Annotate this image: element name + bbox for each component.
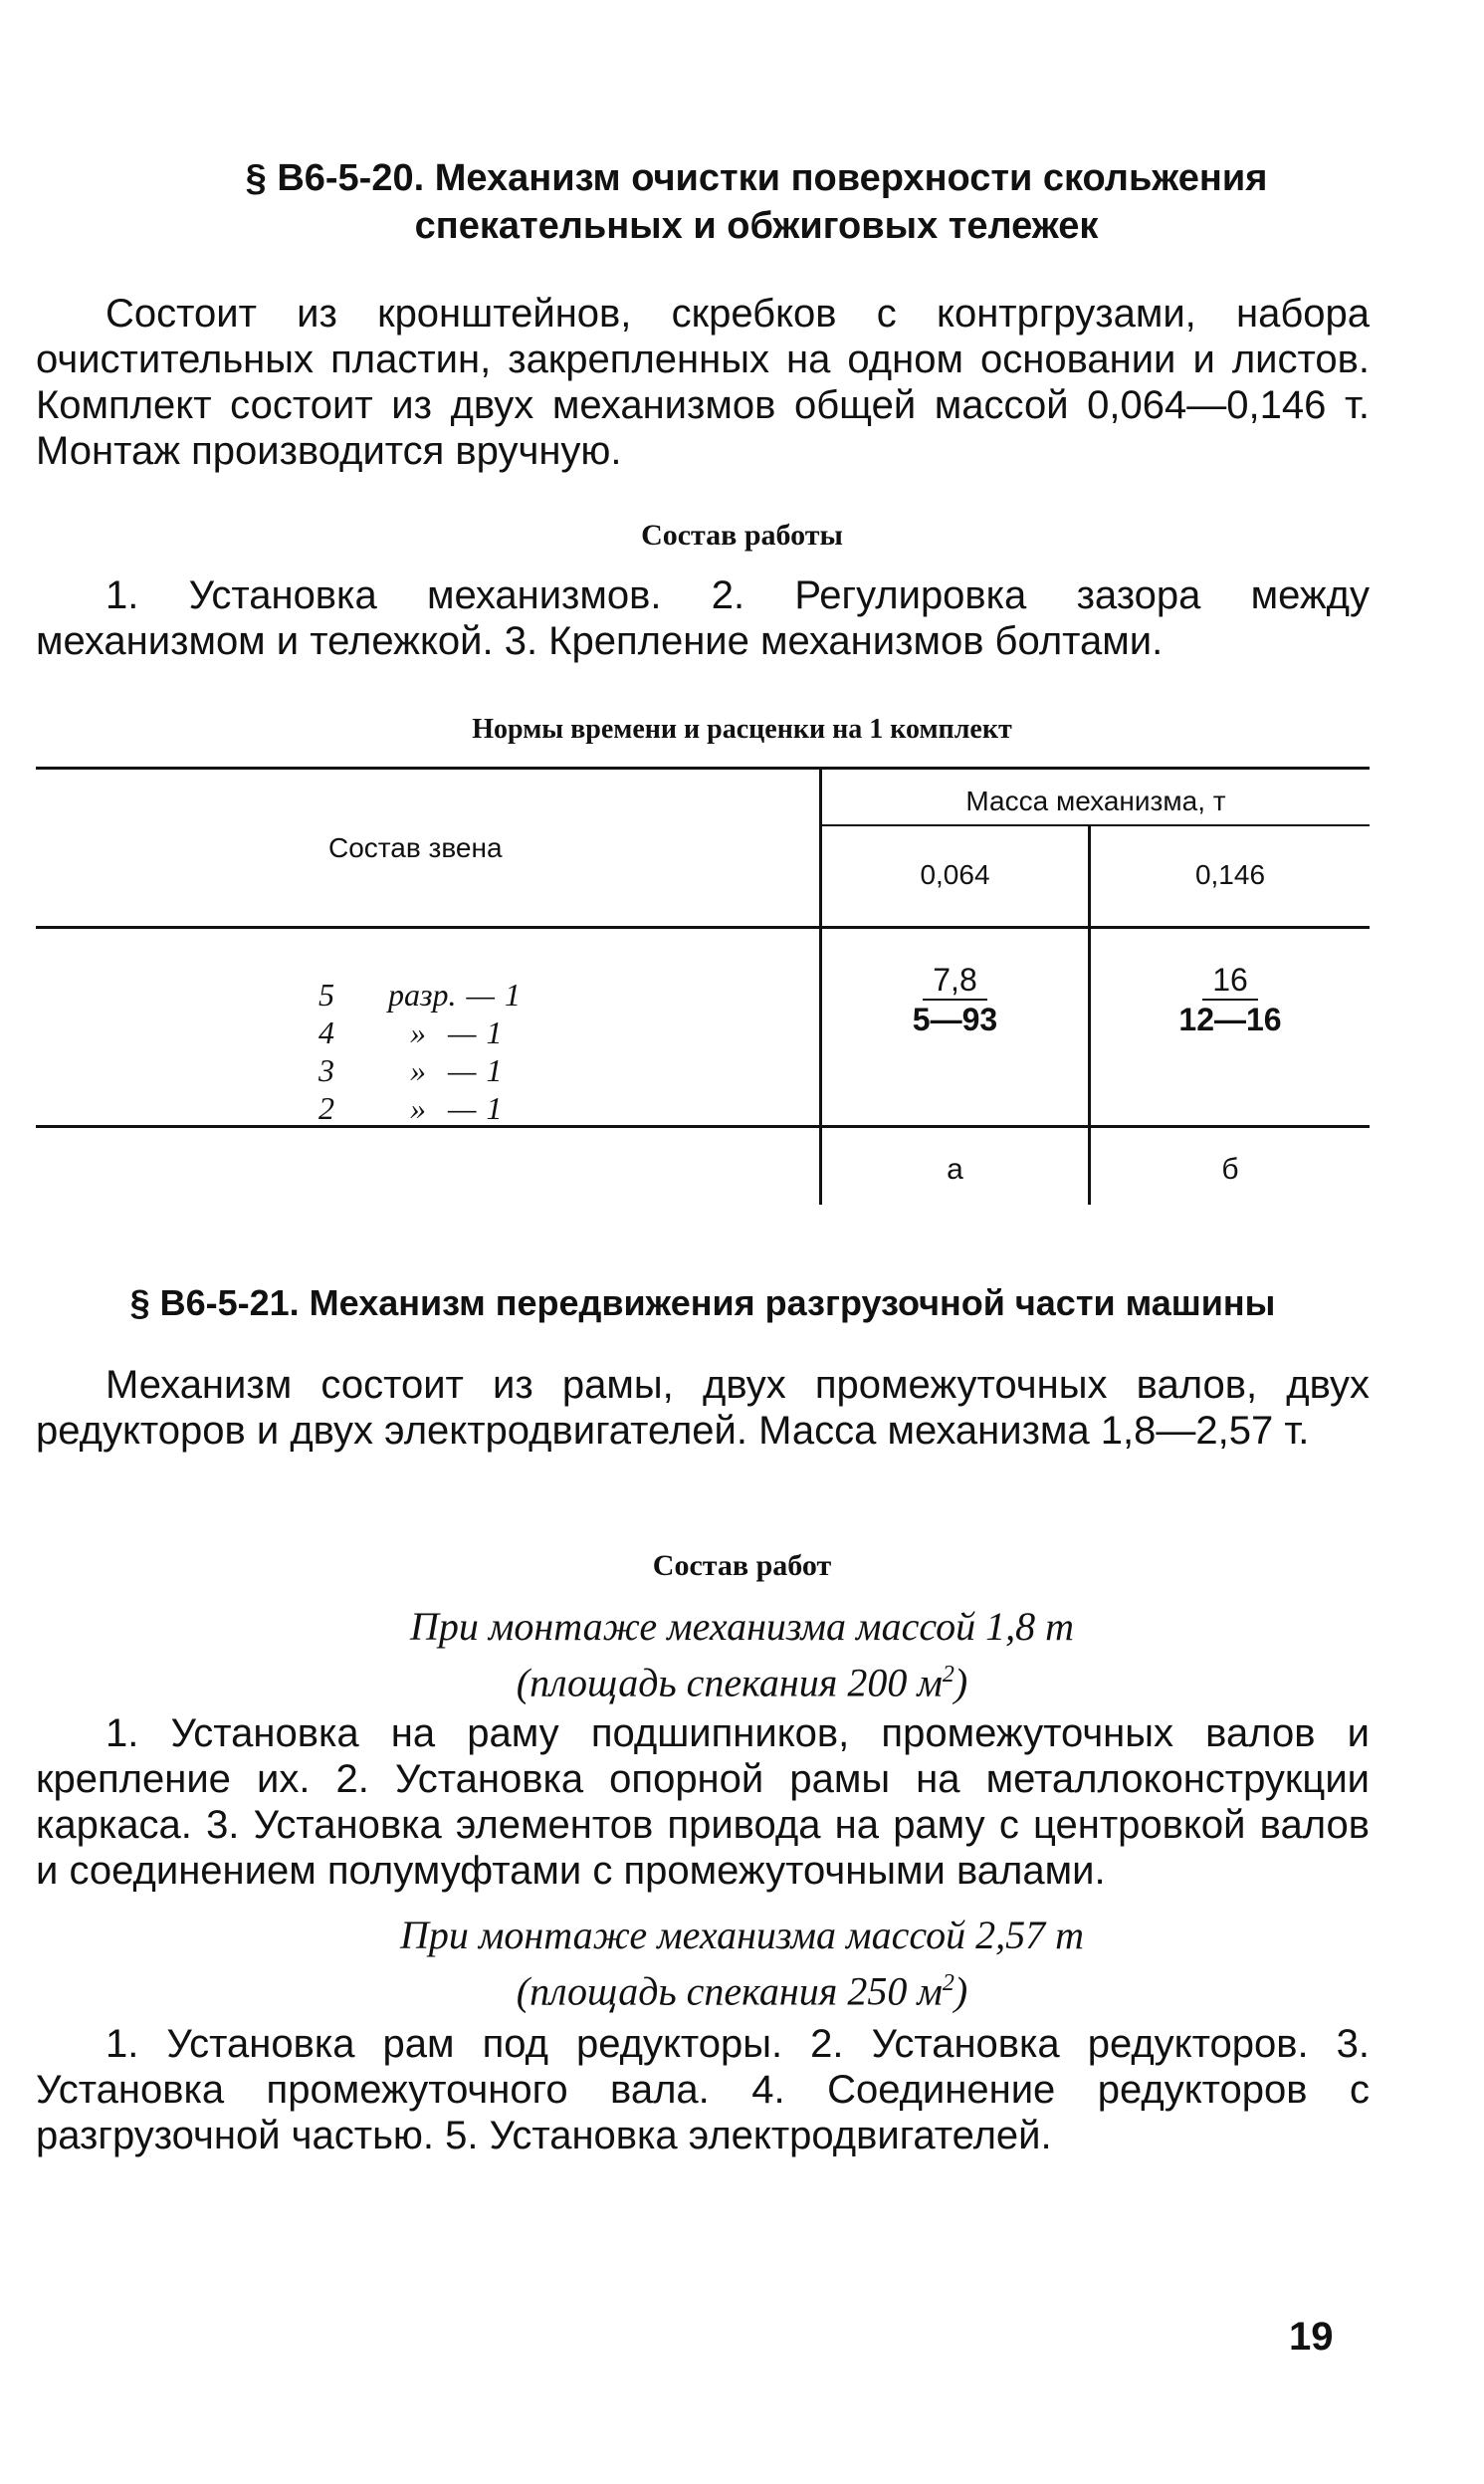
crew-unit: » [410,1015,426,1050]
table-header-col-b: 0,146 [1194,859,1266,890]
crew-row: 5 разр. — 1 [318,976,544,1014]
section-title-b6-5-21: § В6-5-21. Механизм передвижения разгрузочной части машины [129,1282,1276,1323]
crew-unit: разр. [388,977,457,1013]
table-header-mass: Масса механизма, т [965,786,1226,816]
table-header-crew: Состав звена [328,832,503,863]
section1-work-steps: 1. Установка механизмов. 2. Регулировка зазора между механизмом и тележкой. 3. Крепление механизмов болтами. [36,573,1370,663]
norm-cell-a [822,961,1088,1038]
section1-description-text: Состоит из кронштейнов, скребков с контргрузами, набора очистительных пластин, закрепленных на одном основании и листов. Комплект состоит из двух механизмов общей массой 0,064—0,146 т. Монтаж производится вручную. [36,292,1370,473]
case2-sup: 2 [942,1970,954,1996]
crew-row: 2 » — 1 [318,1089,544,1127]
case2-text [36,2021,1370,2158]
case2-heading [0,1912,1484,2015]
norm-time-a: 7,8 [923,961,986,1001]
case1-text [36,1710,1370,1894]
crew-count: 1 [486,1052,503,1088]
crew-count: 1 [486,1015,503,1050]
case1-heading-line1: При монтаже механизма массой 1,8 т [410,1604,1074,1649]
case2-heading-line2 [0,1959,1484,2015]
crew-grade: 3 [318,1052,334,1088]
section-title-b6-5-20 [129,154,1383,250]
table-title: Нормы времени и расценки на 1 комплект [472,714,1012,745]
crew-grade: 2 [318,1090,334,1126]
crew-unit: » [410,1090,426,1126]
column-letter-b: б [1221,1153,1239,1186]
norm-price-b: 12—16 [1178,1002,1282,1037]
section1-work-heading: Состав работы [641,519,843,552]
case1-heading [0,1603,1484,1706]
case1-area: (площадь спекания 200 м [516,1660,943,1705]
section2-work-heading: Состав работ [652,1549,832,1582]
case2-close: ) [954,1968,968,2014]
crew-count: 1 [486,1090,503,1126]
section-title-line2: спекательных и обжиговых тележек [414,205,1099,247]
section1-description [36,291,1370,474]
crew-count: 1 [504,977,521,1013]
crew-grade: 4 [318,1015,334,1050]
case1-close: ) [954,1660,968,1705]
case2-heading-line1: При монтаже механизма массой 2,57 т [400,1913,1084,1957]
page-number: 19 [1289,2315,1334,2359]
table-header-rule [36,926,1370,929]
column-letter-a: а [947,1153,963,1186]
case1-heading-line2 [0,1651,1484,1706]
table-top-rule [36,767,1370,770]
section1-work-text [36,572,1370,664]
section2-description [36,1362,1370,1454]
section2-description-text: Механизм состоит из рамы, двух промежуточных валов, двух редукторов и двух электродвигателей. Масса механизма 1,8—2,57 т. [36,1363,1370,1453]
table-bottom-rule [36,1125,1370,1128]
crew-composition [318,976,544,1127]
case1-steps: 1. Установка на раму подшипников, промежуточных валов и крепление их. 2. Установка опорной рамы на металлоконструкции каркаса. 3. Установка элементов привода на раму с центровкой валов и соединением полумуфтами с промежуточными валами. [36,1711,1370,1893]
table-header-col-a: 0,064 [920,859,990,890]
crew-grade: 5 [318,977,334,1013]
case2-steps: 1. Установка рам под редукторы. 2. Установка редукторов. 3. Установка промежуточного вала. 4. Соединение редукторов с разгрузочной частью. 5. Установка электродвигателей. [36,2022,1370,2157]
crew-row: 4 » — 1 [318,1014,544,1051]
norm-price-a: 5—93 [912,1002,998,1037]
case2-area: (площадь спекания 250 м [516,1968,943,2014]
crew-unit: » [410,1052,426,1088]
case1-sup: 2 [942,1662,954,1688]
section-title-line1: § В6-5-20. Механизм очистки поверхности скольжения [245,157,1268,199]
table-header-subrule [822,824,1370,826]
crew-row: 3 » — 1 [318,1051,544,1089]
norm-time-b: 16 [1202,961,1258,1001]
norm-cell-b [1091,961,1370,1038]
